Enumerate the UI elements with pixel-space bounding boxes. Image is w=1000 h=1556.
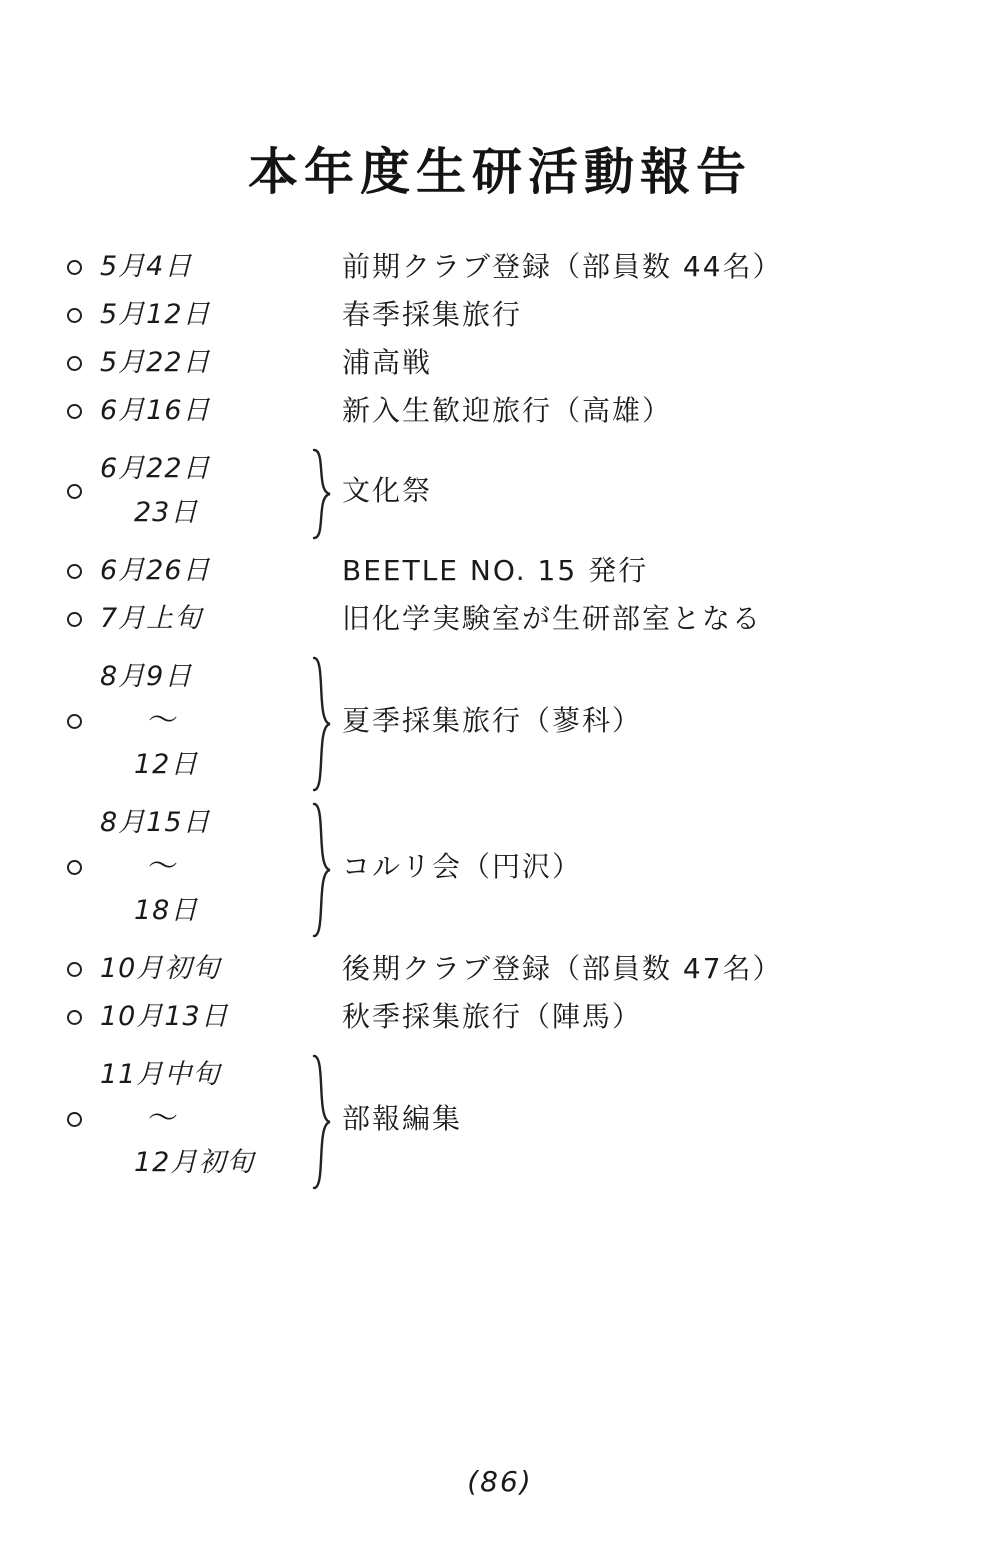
list-item [0, 1053, 1000, 1185]
entry-description: 旧化学実験室が生研部室となる [342, 602, 763, 635]
entry-description: 文化祭 [342, 474, 433, 507]
circle-bullet-icon [67, 612, 82, 627]
bullet-marker [0, 860, 92, 875]
entry-date [92, 549, 342, 593]
entry-date [92, 995, 342, 1039]
entry-description: 夏季採集旅行（蓼科） [342, 704, 643, 737]
entry-date-line: 6月16日 [100, 395, 211, 426]
circle-bullet-icon [67, 1010, 82, 1025]
list-item [0, 655, 1000, 787]
entry-date-line: 7月上旬 [100, 603, 203, 634]
bullet-marker [0, 484, 92, 499]
bullet-marker [0, 564, 92, 579]
entry-date-line: 〜 [148, 1101, 179, 1136]
list-item [0, 341, 1000, 385]
entry-date [92, 1053, 342, 1185]
circle-bullet-icon [67, 484, 82, 499]
circle-bullet-icon [67, 356, 82, 371]
entry-date [92, 389, 342, 433]
entry-date [92, 293, 342, 337]
list-item [0, 447, 1000, 535]
bullet-marker [0, 356, 92, 371]
entry-description: 部報編集 [342, 1102, 463, 1135]
brace-bracket-icon [310, 801, 336, 933]
circle-bullet-icon [67, 962, 82, 977]
entry-date [92, 245, 342, 289]
list-item [0, 245, 1000, 289]
list-item [0, 995, 1000, 1039]
entry-date-line: 18日 [134, 895, 199, 926]
brace-bracket-icon [310, 1053, 336, 1185]
entry-date [92, 597, 342, 641]
circle-bullet-icon [67, 308, 82, 323]
entry-date-line: 10月13日 [100, 1001, 229, 1032]
bullet-marker [0, 1112, 92, 1127]
entry-description: 秋季採集旅行（陣馬） [342, 1000, 643, 1033]
entry-date-line: 8月15日 [100, 807, 211, 838]
list-item [0, 801, 1000, 933]
entry-description: BEETLE NO. 15 発行 [342, 554, 649, 587]
circle-bullet-icon [67, 404, 82, 419]
circle-bullet-icon [67, 714, 82, 729]
circle-bullet-icon [67, 260, 82, 275]
page-title-text: 本年度生研活動報告 [248, 143, 752, 201]
circle-bullet-icon [67, 564, 82, 579]
list-item [0, 947, 1000, 991]
entry-date-line: 〜 [148, 849, 179, 884]
activity-report-list [0, 245, 1000, 1199]
circle-bullet-icon [67, 860, 82, 875]
entry-description: 新入生歓迎旅行（高雄） [342, 394, 673, 427]
entry-description: 後期クラブ登録（部員数 47名） [342, 952, 783, 985]
page-title [0, 140, 1000, 209]
page-number: (86) [467, 1465, 533, 1498]
brace-bracket-icon [310, 655, 336, 787]
entry-date-line: 〜 [148, 703, 179, 738]
list-item [0, 389, 1000, 433]
entry-date [92, 655, 342, 787]
entry-date-line: 10月初旬 [100, 953, 221, 984]
entry-date-line: 11月中旬 [100, 1059, 221, 1090]
entry-date [92, 801, 342, 933]
entry-date-line: 23日 [134, 497, 199, 528]
list-item [0, 549, 1000, 593]
entry-description: 浦高戦 [342, 346, 433, 379]
entry-date-line: 12月初旬 [134, 1147, 255, 1178]
entry-date-line: 8月9日 [100, 661, 193, 692]
bullet-marker [0, 308, 92, 323]
bullet-marker [0, 612, 92, 627]
bullet-marker [0, 404, 92, 419]
entry-date-line: 5月22日 [100, 347, 211, 378]
entry-date-line: 5月4日 [100, 251, 193, 282]
bullet-marker [0, 260, 92, 275]
circle-bullet-icon [67, 1112, 82, 1127]
entry-date-line: 6月22日 [100, 453, 211, 484]
entry-date-line: 12日 [134, 749, 199, 780]
entry-date-line: 6月26日 [100, 555, 211, 586]
entry-description: 春季採集旅行 [342, 298, 523, 331]
entry-description: 前期クラブ登録（部員数 44名） [342, 250, 783, 283]
list-item [0, 293, 1000, 337]
entry-description: コルリ会（円沢） [342, 850, 583, 883]
entry-date [92, 341, 342, 385]
bullet-marker [0, 714, 92, 729]
brace-bracket-icon [310, 447, 336, 535]
bullet-marker [0, 962, 92, 977]
entry-date [92, 447, 342, 535]
list-item [0, 597, 1000, 641]
entry-date-line: 5月12日 [100, 299, 211, 330]
bullet-marker [0, 1010, 92, 1025]
entry-date [92, 947, 342, 991]
